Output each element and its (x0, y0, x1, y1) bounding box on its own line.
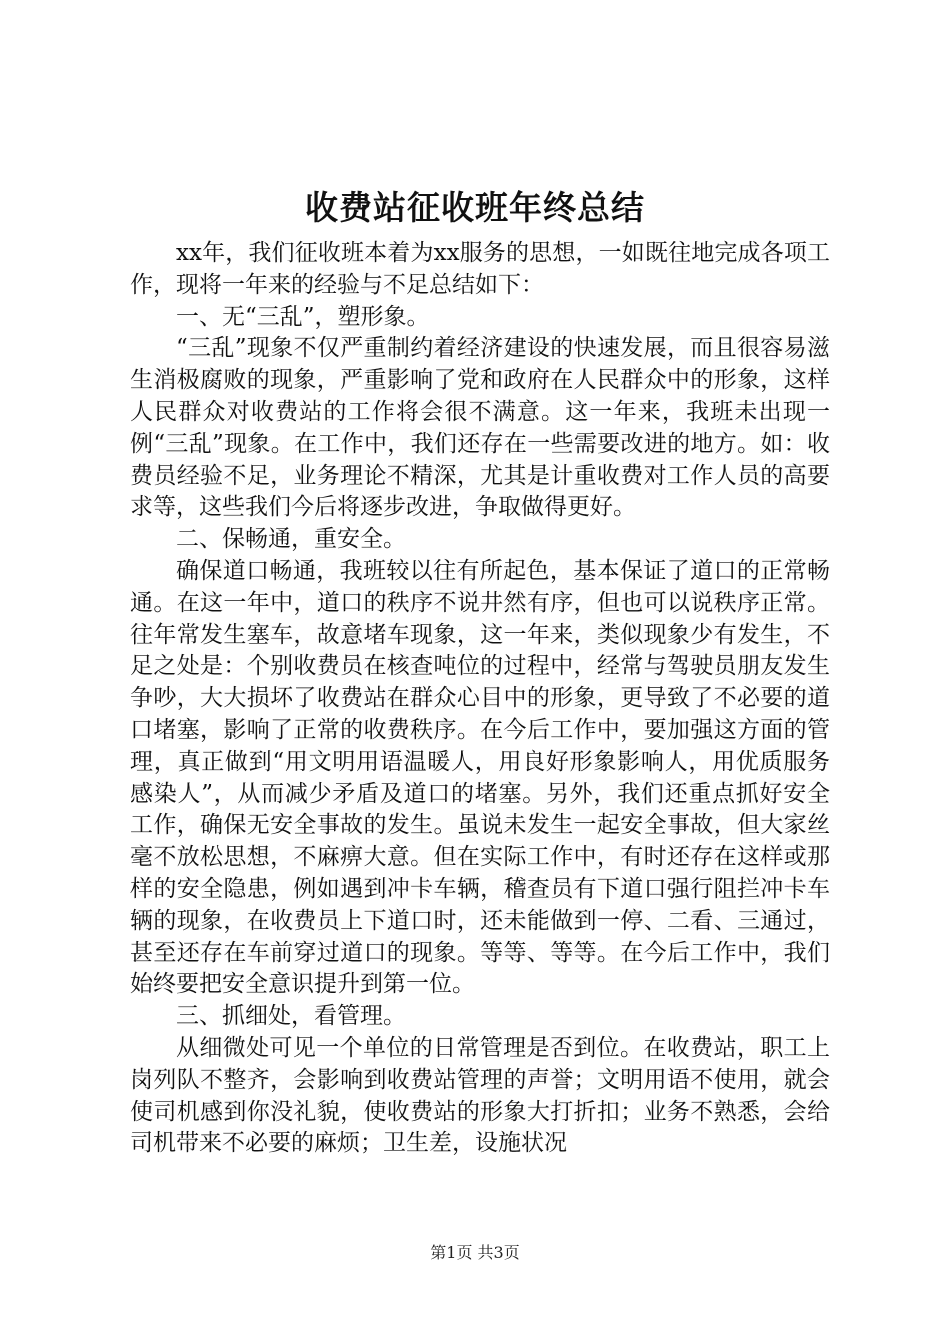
paragraph-section-1: “三乱”现象不仅严重制约着经济建设的快速发展，而且很容易滋生消极腐败的现象，严重影响了党和政府在人民群众中的形象，这样人民群众对收费站的工作将会很不满意。这一年来，我班未出现一例“三乱”现象。在工作中，我们还存在一些需要改进的地方。如：收费员经验不足，业务理论不精深，尤其是计重收费对工作人员的高要求等，这些我们今后将逐步改进，争取做得更好。 (130, 335, 830, 521)
paragraph-intro: xx年，我们征收班本着为xx服务的思想，一如既往地完成各项工作，现将一年来的经验与不足总结如下： (130, 240, 830, 298)
section-heading-2: 二、保畅通，重安全。 (176, 526, 406, 553)
section-heading-1: 一、无“三乱”，塑形象。 (176, 303, 430, 330)
page-number-footer: 第1页 共3页 (430, 1243, 520, 1262)
document-body (130, 238, 830, 1160)
section-heading-3: 三、抓细处，看管理。 (176, 1003, 406, 1030)
paragraph-section-2: 确保道口畅通，我班较以往有所起色，基本保证了道口的正常畅通。在这一年中，道口的秩序不说井然有序，但也可以说秩序正常。往年常发生塞车，故意堵车现象，这一年来，类似现象少有发生，不足之处是：个别收费员在核查吨位的过程中，经常与驾驶员朋友发生争吵，大大损坏了收费站在群众心目中的形象，更导致了不必要的道口堵塞，影响了正常的收费秩序。在今后工作中，要加强这方面的管理，真正做到“用文明用语温暖人，用良好形象影响人，用优质服务感染人”，从而减少矛盾及道口的堵塞。另外，我们还重点抓好安全工作，确保无安全事故的发生。虽说未发生一起安全事故，但大家丝毫不放松思想，不麻痹大意。但在实际工作中，有时还存在这样或那样的安全隐患，例如遇到冲卡车辆，稽查员有下道口强行阻拦冲卡车辆的现象，在收费员上下道口时，还未能做到一停、二看、三通过，甚至还存在车前穿过道口的现象。等等、等等。在今后工作中，我们始终要把安全意识提升到第一位。 (130, 557, 830, 998)
paragraph-section-3: 从细微处可见一个单位的日常管理是否到位。在收费站，职工上岗列队不整齐，会影响到收费站管理的声誉；文明用语不使用，就会使司机感到你没礼貌，使收费站的形象大打折扣；业务不熟悉，会给司机带来不必要的麻烦；卫生差，设施状况 (130, 1034, 830, 1157)
document-title: 收费站征收班年终总结 (305, 188, 645, 227)
